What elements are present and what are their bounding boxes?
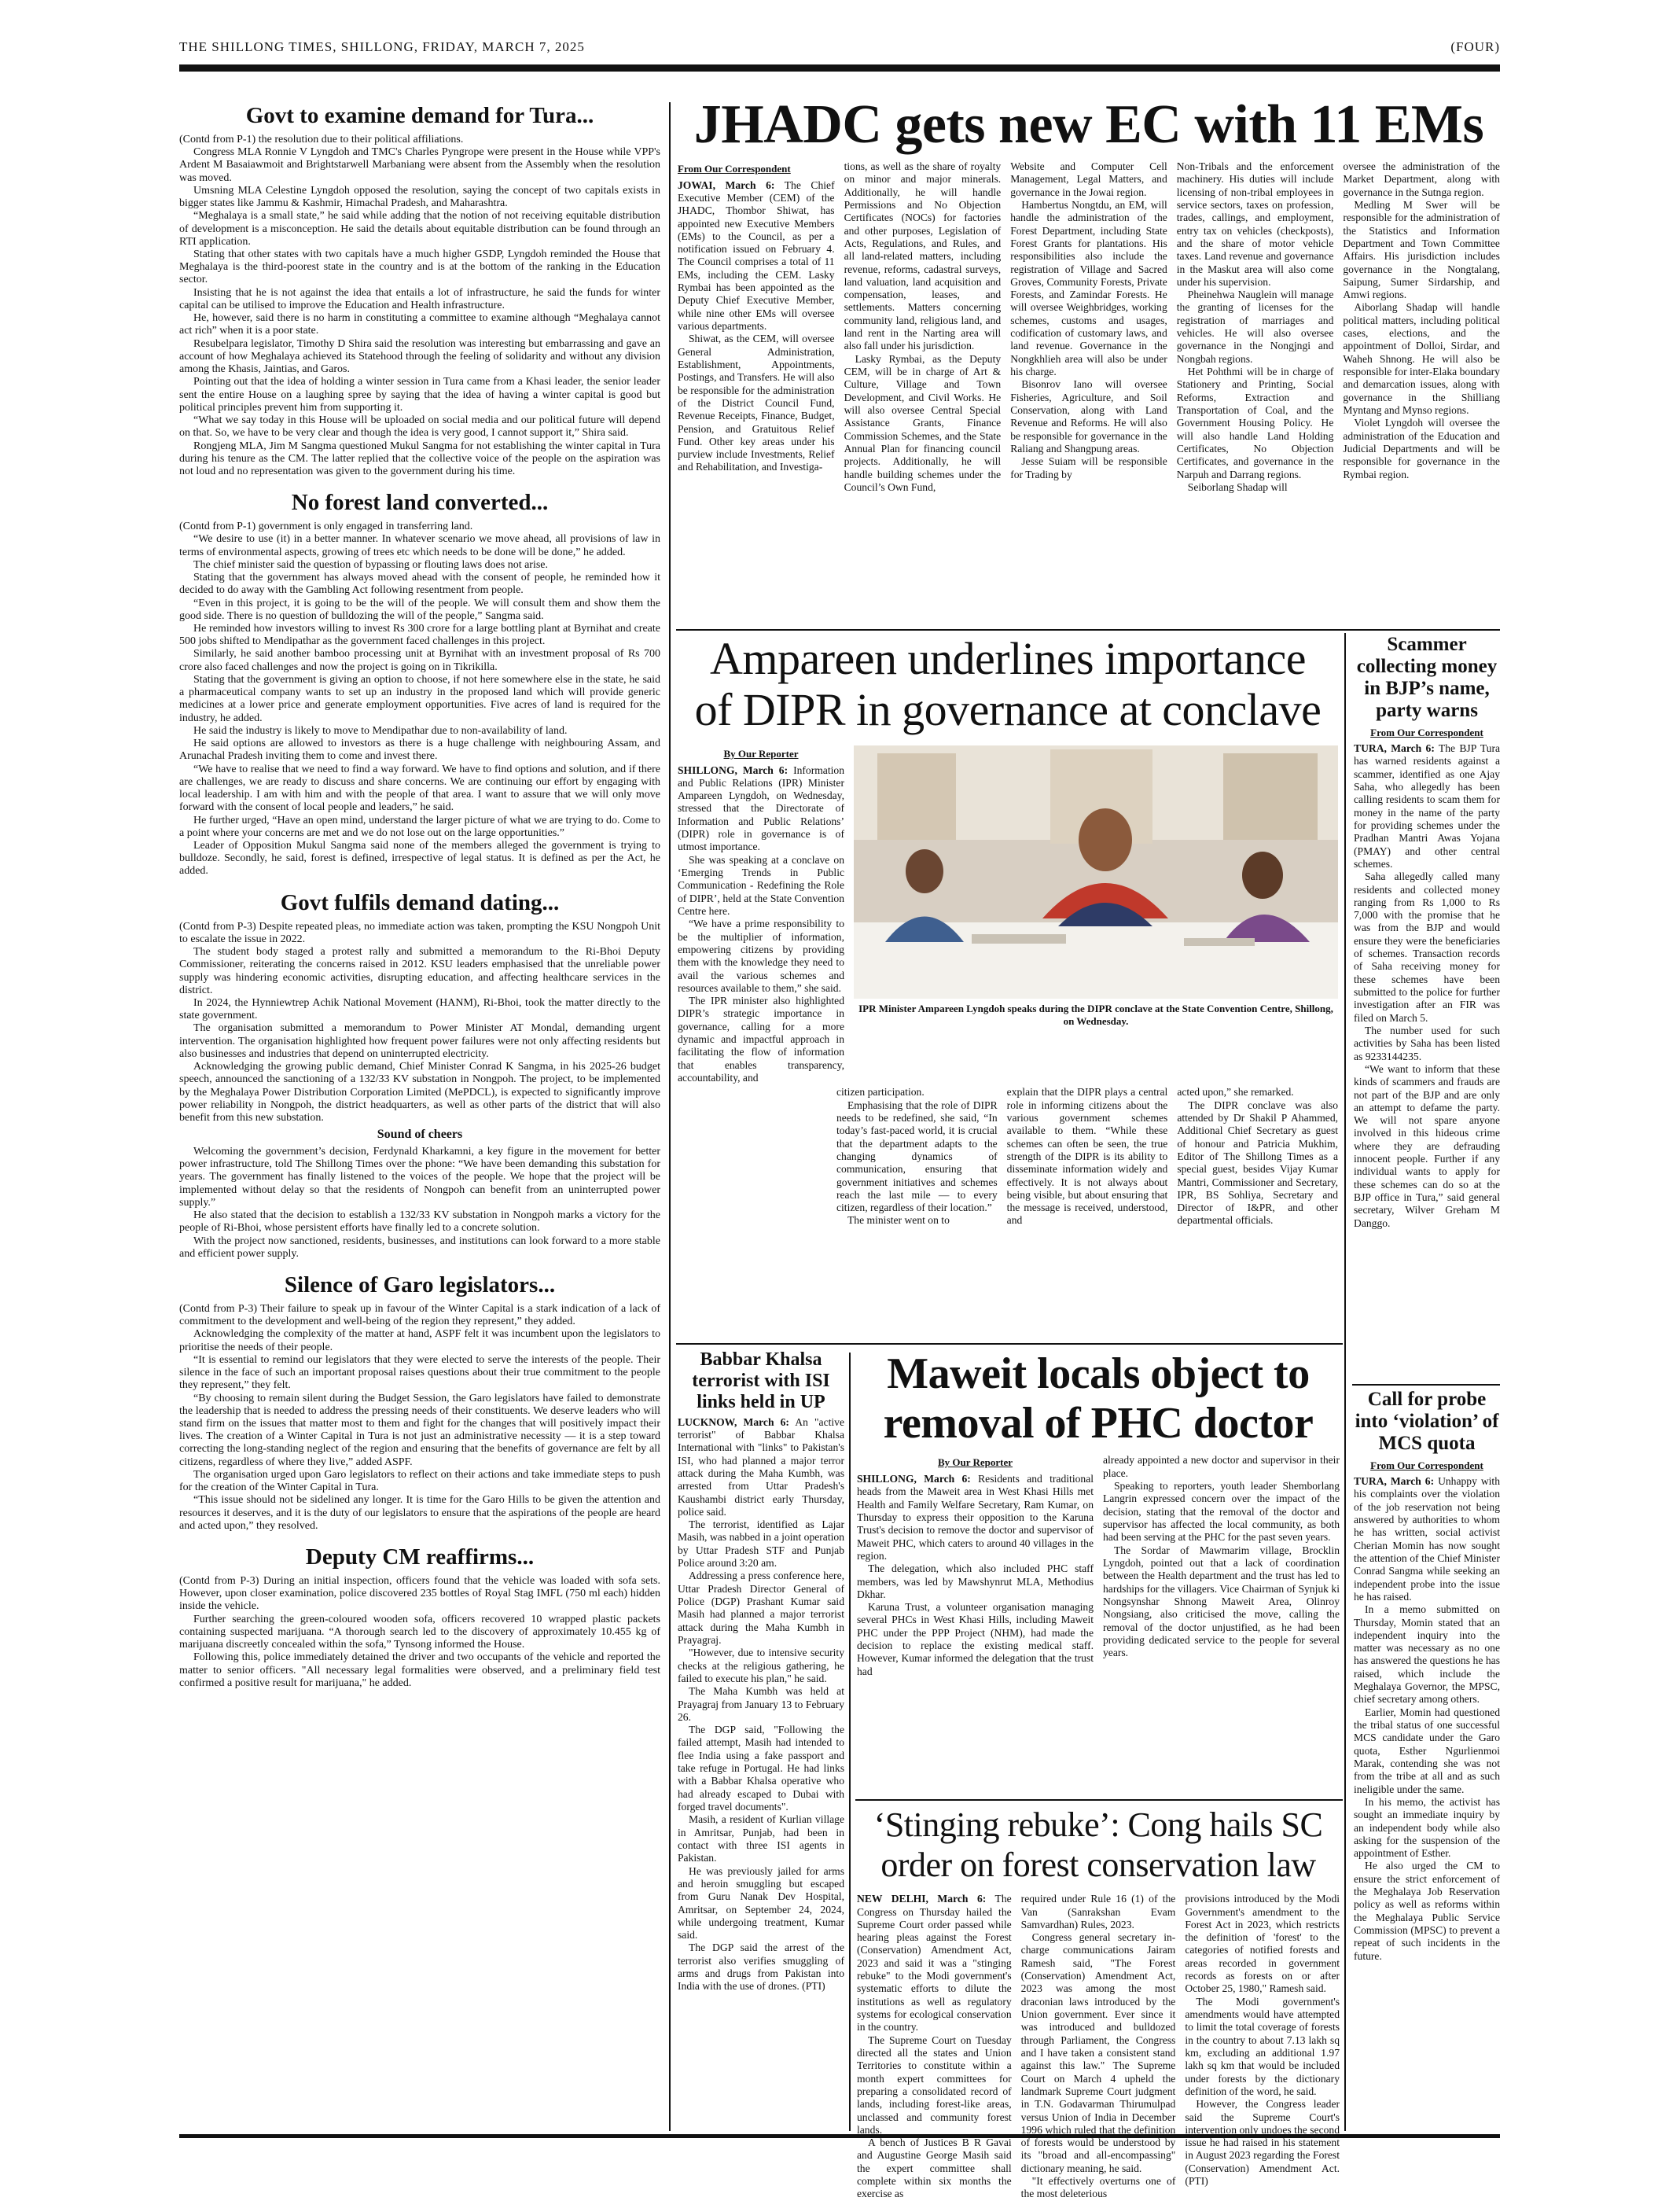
paragraph-text: An "active terrorist" of Babbar Khalsa International with "links" to Pakistan's ISI, who had planned a major terror attack during the Maha Kumbh, was arrested from Uttar Pradesh's Kaushambi district early Thursday, police said.: [678, 1415, 844, 1518]
forest-headline: No forest land converted...: [291, 490, 549, 516]
paragraph: Resubelpara legislator, Timothy D Shira said the resolution was interesting but embarrassing and gave an account of how Meghalaya achieved its Statehood through the feeling of solidarity and without any division among the Khasis, Jaintias, and Garos.: [179, 337, 660, 376]
paragraph: He also urged the CM to ensure the strict enforcement of the Meghalaya Job Reservation policy as well as reforms within the Meghalaya Public Service Commission (MPSC) to prevent a repeat of such incidents in the future.: [1354, 1860, 1500, 1962]
dipr-lead-col: [678, 745, 844, 1084]
paragraph: Insisting that he is not against the idea that entails a lot of infrastructure, he said the funds for winter capital can be utilised to improve the Education and Health infrastructure.: [179, 286, 660, 311]
paragraph: She was speaking at a conclave on ‘Emerging Trends in Public Communication - Redefining the Role of DIPR’, held at the State Convention Centre here.: [678, 853, 844, 917]
babbar-dateline: LUCKNOW, March 6:: [678, 1415, 789, 1428]
paragraph: Congress general secretary in-charge communications Jairam Ramesh said, "The Forest (Conservation) Amendment Act, 2023 was among the most draconian laws introduced by the Union government. Ever since it was introduced and bulldozed through Parliament, the Congress and I have taken a consistent stand against this law." The Supreme Court on March 4 upheld the landmark Supreme Court judgment in T.N. Godavarman Thirumulpad versus Union of India in December 1996 which ruled that the definition of forests would be understood by its "broad and all-encompassing" dictionary meaning, he said.: [1020, 1931, 1176, 2174]
mcs-body: [1354, 1475, 1500, 1963]
conclave-photo: [854, 745, 1338, 999]
maweit-headline: Maweit locals object to removal of PHC doctor: [883, 1349, 1314, 1448]
section-rule: [855, 1799, 1343, 1801]
paragraph: oversee the administration of the Market Department, along with governance in the Sutnga region.: [1343, 160, 1500, 198]
paragraph: Acknowledging the growing public demand, Chief Minister Conrad K Sangma, in his 2025-26 budget speech, announced the sanctioning of a 132/33 KV substation in Nongpoh. The project, to be implemented by the Meghalaya Power Distribution Corporation Limited (MePDCL), is expected to significantly improve power reliability in Nongpoh, the district headquarters, as well as other parts of the district that will also benefit from this new substation.: [179, 1061, 660, 1124]
paragraph: The Modi government's amendments would have attempted to limit the total coverage of forests in the country to about 7.13 lakh sq km, excluding an additional 1.97 lakh sq km that would be included under forests by the dictionary definition of the word, he said.: [1185, 1995, 1340, 2097]
paragraph: (Contd from P-1) government is only engaged in transferring land.: [179, 521, 473, 533]
paragraph: The DGP said the arrest of the terrorist also verifies smuggling of arms and drugs from Pakistan into India with the use of drones. (PTI): [678, 1942, 844, 1993]
paragraph: Rongjeng MLA, Jim M Sangma questioned Mukul Sangma for not establishing the winter capital in Tura during his tenure as the CM. The latter replied that the collective voice of the people on the aspiration was not loud and no representation was given to the government during his time.: [179, 440, 660, 477]
sc-dateline: NEW DELHI, March 6:: [857, 1893, 987, 1905]
scammer-headline: Scammer collecting money in BJP’s name, party warns: [1356, 634, 1498, 721]
deputy-headline: Deputy CM reaffirms...: [305, 1544, 535, 1570]
paragraph: The Sordar of Mawmarim village, Brocklin Lyngdoh, pointed out that a lack of coordination between the Health department and the trust has led to hardships for the villagers. Vice Chairman of Synjuk ki Nongsynshar Shnong Maweit Area, Olinroy Nongsiang, also criticised the move, calling the removal of the doctor unjustified, as he had been providing dedicated service to the people for several years.: [1103, 1544, 1340, 1659]
paragraph: [678, 179, 835, 333]
left-continuations-column: [179, 99, 660, 2132]
dating-subhead: Sound of cheers: [377, 1128, 463, 1142]
paragraph: (Contd from P-1) the resolution due to their political affiliations.: [179, 133, 464, 145]
maweit-columns: [857, 1454, 1340, 1678]
paragraph: Umsning MLA Celestine Lyngdoh opposed the resolution, saying the concept of two capitals exists in bigger states like Jammu & Kashmir, Himachal Pradesh, and Maharashtra.: [179, 184, 660, 210]
paragraph-text: Residents and traditional heads from the Maweit area in West Khasi Hills met Health and Family Welfare Secretary, Ram Kumar, on Thursday to express their opposition to the Karuna Trust's decision to remove the doctor and supervisor of Maweit PHC, which caters to around 40 villages in the region.: [857, 1473, 1094, 1562]
photo-caption: IPR Minister Ampareen Lyngdoh speaks during the DIPR conclave at the State Convention Centre, Shillong, on Wednesday.: [858, 1002, 1333, 1027]
column-divider: [1344, 633, 1346, 2131]
maweit-byline: By Our Reporter: [937, 1456, 1013, 1469]
jhadc-columns: [678, 160, 1500, 494]
paragraph: Medling M Swer will be responsible for the administration of the Statistics and Information Department and Town Committee Affairs. His jurisdiction includes governance in the Nongtalang, Saipung, Sumer Sirdarship, and Amwi regions.: [1343, 198, 1500, 301]
paragraph: The DIPR conclave was also attended by Dr Shakil P Ahammed, Additional Chief Secretary as guest of honour and Patricia Mukhim, Editor of The Shillong Times as a special guest, besides Vijay Kumar Mantri, Commissioner and Secretary, IPR, BS Sohliya, Secretary and Director of I&PR, and other departmental officials.: [1177, 1099, 1339, 1227]
dipr-photo-block: [854, 745, 1338, 1084]
section-rule: [676, 1343, 1343, 1345]
maweit-story: [857, 1349, 1340, 1794]
section-rule: [676, 629, 1500, 631]
dipr-headline: Ampareen underlines importance of DIPR in governance at conclave: [694, 633, 1322, 735]
paragraph: The minister went on to: [847, 1214, 950, 1227]
paragraph: Karuna Trust, a volunteer organisation managing several PHCs in West Khasi Hills, including Maweit PHC under the PPP Project (NHM), had made the decision to replace the existing medical staff. However, Kumar informed the delegation that the trust had: [857, 1601, 1094, 1677]
tura-headline: Govt to examine demand for Tura...: [245, 103, 594, 128]
paragraph: The DGP said, "Following the failed attempt, Masih had intended to flee India using a fake passport and take refuge in Portugal. He had links with a Babbar Khalsa operative who had already escaped to Dubai with forged travel documents".: [678, 1724, 844, 1813]
dipr-col-3: [1177, 1086, 1338, 1227]
dipr-story: [678, 634, 1338, 1338]
paragraph: He reminded how investors willing to invest Rs 300 crore for a large bottling plant at Byrnihat and create 500 jobs shifted to Mendipathar as the government faced challenges in this project.: [179, 622, 660, 648]
paragraph: The Maha Kumbh was held at Prayagraj from January 13 to February 26.: [678, 1685, 844, 1723]
paragraph: provisions introduced by the Modi Government's amendment to the Forest Act in 2023, which restricts the definition of 'forest' to the categories of notified forests and areas recorded in government records as forests on or after October 25, 1980," Ramesh said.: [1185, 1893, 1340, 1995]
paragraph: [857, 1893, 1012, 2034]
paragraph: He was previously jailed for arms and heroin smuggling but escaped from Guru Nanak Dev Hospital, Amritsar, on September 24, 2024, while undergoing treatment, Kumar said.: [678, 1864, 844, 1942]
dipr-col-1: [836, 1086, 998, 1227]
paragraph: “We have a prime responsibility to be the multiplier of information, empowering citizens by providing them with the knowledge they need to avail the various schemes and resources available to them,” she said.: [678, 918, 844, 994]
babbar-headline: Babbar Khalsa terrorist with ISI links held in UP: [692, 1349, 830, 1412]
paragraph: [1354, 742, 1500, 870]
page-number: (FOUR): [1450, 39, 1500, 54]
paragraph: Welcoming the government’s decision, Ferdynald Kharkamni, a key figure in the movement for better power infrastructure, told The Shillong Times over the phone: “We have been demanding this substation for years. The government has finally listened to the voices of the people. We hope that the project will be implemented without delay so that the residents of Nongpoh can benefit from an uninterrupted power supply.”: [179, 1145, 660, 1209]
babbar-story: [678, 1349, 844, 2132]
garo-headline: Silence of Garo legislators...: [284, 1272, 556, 1297]
tura-body: [179, 134, 660, 478]
paragraph: Earlier, Momin had questioned the tribal status of one successful MCS candidate under the Garo quota, Esther Ngurlienmoi Marak, contending she was not from the tribe at all and as such ineligible under the same.: [1354, 1706, 1500, 1795]
paragraph: [1354, 1475, 1500, 1603]
paragraph: (Contd from P-3) During an initial inspection, officers found that the vehicle was loaded with sofa sets. However, upon closer examination, police discovered 235 bottles of Royal Stag IMFL (750 ml each) hidden inside the vehicle.: [179, 1574, 660, 1613]
paragraph: “We have to realise that we need to find a way forward. We have to find options and solution, and if there are challenges, we are ready to discuss and share concerns. We are continuing our effort by engaging with local leadership. I am with him and with the people of that area. I want to assure that we will only move forward with the consent of local people and leaders,” he said.: [179, 763, 660, 814]
paragraph: Het Pohthmi will be in charge of Stationery and Printing, Social Reforms, Extraction and Transportation of Coal, and the Government Housing Policy. He will also handle Land Holding Certificates, No Objection Certificates, and governance in the Narpuh and Darrang regions.: [1176, 366, 1334, 480]
paragraph: Saha allegedly called many residents and collected money ranging from Rs 1,000 to Rs 7,000 with the promise that he was from the BJP and would ensure they were the beneficiaries of schemes. Transaction records of Saha receiving money for these schemes have been submitted to the police for further investigation after an FIR was filed on March 5.: [1354, 870, 1500, 1024]
dating-headline: Govt fulfils demand dating...: [280, 889, 560, 915]
paragraph: “Meghalaya is a small state,” he said while adding that the notion of not receiving equitable distribution of development is a misconception. He said the details about equitable distribution can be found through an RTI application.: [179, 210, 660, 248]
paragraph: Emphasising that the role of DIPR needs to be redefined, she said, “In today’s fast-paced world, it is crucial that the department adapts to the changing dynamics of communication, ensuring that government initiatives and schemes reach the last mile — to every citizen, regardless of their location.”: [836, 1099, 998, 1214]
deputy-body: [179, 1575, 660, 1690]
paragraph: In a memo submitted on Thursday, Momin stated that an independent inquiry into the matter was necessary as no one has answered the questions he has raised, which include the Meghalaya Governor, the MPSC, chief secretary among others.: [1354, 1603, 1500, 1706]
sc-col-1: [857, 1893, 1012, 2201]
paragraph: Violet Lyngdoh will oversee the administration of the Education and Judicial Departments and will be responsible for governance in the Rymbai region.: [1343, 417, 1500, 480]
paragraph-text: The Congress on Thursday hailed the Supreme Court order passed while hearing pleas against the Forest (Conservation) Amendment Act, 2023 and said it was a "stinging rebuke" to the Modi government's systematic efforts to dilute the institutions as well as regulatory systems for ecological conservation in the country.: [857, 1893, 1012, 2034]
maweit-col-2: [1103, 1454, 1340, 1659]
paragraph: The delegation, which also included PHC staff members, was led by Mawshynrut MLA, Methodius Dkhar.: [857, 1562, 1094, 1600]
paragraph: In his memo, the activist has sought an immediate inquiry by an independent body while also asking for the suspension of the appointment of Esther.: [1354, 1795, 1500, 1860]
jhadc-col-5: [1343, 160, 1500, 481]
jhadc-col-2: [844, 160, 1002, 494]
paragraph: Lasky Rymbai, as the Deputy CEM, will be in charge of Art & Culture, Village and Town Development, and Civil Works. He will also oversee Central Special Assistance Grants, Finance Commission Schemes, and the State Annual Plan for financing council projects. Additionally, he will handle building schemes under the Council’s Own Fund,: [844, 352, 1002, 493]
paragraph: [857, 1473, 1094, 1562]
paragraph: Pointing out that the idea of holding a winter session in Tura came from a Khasi leader, the senior leader sent the entire House on a laughing spree by saying that the idea of having a winter capital is good but political principles prevent him from supporting it.: [179, 376, 660, 414]
mcs-story: [1354, 1389, 1500, 2132]
paragraph: Aiborlang Shadap will handle political matters, including political cases, elections, and the appointment of Dolloi, Sirdar, and Waheh Shnong. He will also be responsible for inter-Elaka boundary and demarcation issues, along with governance in the Shilliang Myntang and Mynso regions.: [1343, 301, 1500, 416]
paragraph: He, however, said there is no harm in constituting a committee to examine although “Meghalaya cannot act rich” when it is a poor state.: [179, 312, 660, 337]
paragraph: (Contd from P-3) Their failure to speak up in favour of the Winter Capital is a stark indication of a lack of commitment to the development and well-being of the region they represent,” they added.: [179, 1302, 660, 1328]
paragraph: Website and Computer Cell Management, Legal Matters, and governance in the Jowai region.: [1010, 160, 1167, 198]
scammer-story: [1354, 634, 1500, 1379]
dating-body: [179, 921, 660, 1261]
paragraph: Stating that other states with two capitals have a much higher GSDP, Lyngdoh reminded the House that Meghalaya is the third-poorest state in the country and is at the bottom of the ranking in the Education sector.: [179, 248, 660, 286]
dipr-col-2: [1007, 1086, 1168, 1227]
paragraph: acted upon,” she remarked.: [1177, 1086, 1294, 1099]
jhadc-col-1: [678, 160, 835, 474]
paragraph-text: The Chief Executive Member (CEM) of the JHADC, Thombor Shiwat, has appointed new Executive Members (EMs) to the Council, as per a notification issued on February 4. The Council comprises a total of 11 EMs, including the CEM. Lasky Rymbai has been appointed as the Deputy Chief Executive Member, while nine other EMs will oversee various departments.: [678, 179, 835, 333]
scammer-dateline: TURA, March 6:: [1354, 742, 1435, 755]
paragraph: Non-Tribals and the enforcement machinery. His duties will include licensing of non-tribal employees in service sectors, taxes on profession, trades, callings, and employment, entry tax on vehicles (checkposts), and the share of motor vehicle taxes. Land revenue and governance in the Maskut area will also come under his supervision.: [1176, 160, 1334, 288]
section-rule: [1352, 1384, 1500, 1386]
paragraph: The Supreme Court on Tuesday directed all the states and Union Territories to constitute within a month expert committees for preparing a consolidated record of lands, including forest-like areas, unclassed and community forest lands.: [857, 2034, 1012, 2136]
paragraph-text: The BJP Tura has warned residents against a scammer, identified as one Ajay Saha, who allegedly has been calling residents to scam them for money in the name of the party for providing schemes under the Pradhan Mantri Awas Yojana (PMAY) and other central schemes.: [1354, 742, 1501, 870]
paragraph: already appointed a new doctor and supervisor in their place.: [1103, 1454, 1340, 1479]
paragraph: Hambertus Nongtdu, an EM, will handle the administration of the Forest Department, including State Forest Grants for plantations. His responsibilities also include the registration of Village and Sacred Groves, Community Forests, Private Forests, and Zamindar Forests. He will oversee Weighbridges, working schemes, customs and usages, codification of customary laws, and land revenue. Governance in the Nongkhlieh area will also be under his charge.: [1010, 198, 1167, 377]
jhadc-dateline: JOWAI, March 6:: [678, 179, 775, 191]
column-divider: [849, 1353, 851, 2131]
paragraph: The organisation urged upon Garo legislators to reflect on their actions and take immediate steps to push for the creation of the Winter Capital in Tura.: [179, 1468, 660, 1494]
paragraph: Speaking to reporters, youth leader Shemborlang Langrin expressed concern over the impact of the decision, stating that the removal of the doctor and supervisor has affected the local community, as both had been serving at the PHC for the past seven years.: [1103, 1480, 1340, 1544]
mcs-dateline: TURA, March 6:: [1354, 1475, 1435, 1488]
paragraph: Masih, a resident of Kurlian village in Amritsar, Punjab, had been in contact with three ISI agents in Pakistan.: [678, 1813, 844, 1864]
jhadc-col-3: [1010, 160, 1167, 481]
mcs-headline: Call for probe into ‘violation’ of MCS quota: [1355, 1389, 1499, 1454]
paragraph: “This issue should not be sidelined any longer. It is time for the Garo Hills to be given the attention and resources it deserves, and it is the duty of our legislators to ensure that the aspirations of the people are heard and acted upon,” they resolved.: [179, 1494, 660, 1532]
babbar-body: [678, 1416, 844, 1993]
paragraph: Congress MLA Ronnie V Lyngdoh and TMC's Charles Pyngrope were present in the House while VPP's Ardent M Basaiawmoit and Brightstarwell Marbaniang were absent from the Assembly when the resolution was moved.: [179, 146, 660, 184]
jhadc-byline: From Our Correspondent: [678, 163, 791, 175]
masthead-line: THE SHILLONG TIMES, SHILLONG, FRIDAY, MARCH 7, 2025: [179, 39, 585, 54]
paragraph: “What we say today in this House will be uploaded on social media and our political future will depend on that. So, we have to be very clear and though the idea is very good, I cannot support it,” Shira said.: [179, 414, 660, 440]
paragraph: Addressing a press conference here, Uttar Pradesh Director General of Police (DGP) Prashant Kumar said Masih had planned a major terrorist attack during the Maha Kumbh in Prayagraj.: [678, 1570, 844, 1646]
sc-headline: ‘Stinging rebuke’: Cong hails SC order on forest conservation law: [873, 1805, 1323, 1884]
dipr-columns: [678, 1086, 1338, 1227]
paragraph: He also stated that the decision to establish a 132/33 KV substation in Nongpoh marks a victory for the people of Ri-Bhoi, whose persistent efforts have finally led to a concrete solution.: [179, 1209, 660, 1235]
paragraph-text: Unhappy with his complaints over the violation of the job reservation not being answered by authorities to whom he has written, social activist Cherian Momin has now sought the attention of the Chief Minister Conrad Sangma while seeking an independent probe into the issue he has raised.: [1354, 1475, 1500, 1603]
paragraph: "However, due to intensive security checks at the religious gathering, he failed to execute his plan," he said.: [678, 1647, 844, 1684]
dipr-dateline: SHILLONG, March 6:: [678, 764, 789, 776]
paragraph: Bisonrov Iano will oversee Fisheries, Agriculture, and Soil Conservation, along with Land Revenue and Reforms. He will also be responsible for governance in the Raliang and Shangpung areas.: [1010, 378, 1167, 455]
paragraph: “By choosing to remain silent during the Budget Session, the Garo legislators have failed to demonstrate the leadership that is needed to address the pressing needs of their constituents. We deserve leaders who will stand firm on the issues that matter most to them and fight for the changes that will positively impact their lives. The creation of a Winter Capital in Tura is not just an administrative necessity — it is a step toward correcting the long-standing neglect of the region and ensuring that the benefits of governance are felt by all citizens, regardless of where they live,” added ASPF.: [179, 1392, 660, 1468]
dipr-byline: By Our Reporter: [723, 747, 799, 760]
paragraph-text: Information and Public Relations (IPR) Minister Ampareen Lyngdoh, on Wednesday, stressed that the Directorate of Information and Public Relations’ (DIPR) role in governance is of utmost importance.: [678, 764, 844, 853]
paragraph: A bench of Justices B R Gavai and Augustine George Masih said the expert committee shall complete within six months the exercise as: [857, 2137, 1012, 2200]
jhadc-col-4: [1177, 160, 1334, 494]
scammer-body: [1354, 742, 1500, 1230]
paragraph: Leader of Opposition Mukul Sangma said none of the members alleged the government is trying to bulldoze. Secondly, he said, forest is defined, irrespective of legal status. It is defined as per the Act, he added.: [179, 839, 660, 878]
forest-body: [179, 521, 660, 878]
sc-story: [857, 1805, 1340, 2200]
mcs-byline: From Our Correspondent: [1370, 1459, 1483, 1471]
sc-col-3: [1185, 1893, 1340, 2188]
paragraph: Pheinehwa Nauglein will manage the granting of licenses for the registration of marriages and vehicles. He will also oversee governance in the Nongjngi and Nongbah regions.: [1176, 289, 1334, 365]
paragraph: Seiborlang Shadap will: [1187, 480, 1288, 493]
scammer-byline: From Our Correspondent: [1370, 727, 1483, 738]
paragraph: explain that the DIPR plays a central role in informing citizens about the various government schemes available to them. “While these schemes can often be seen, the true strength of the DIPR is its ability to disseminate information widely and effectively. It is not always about being visible, but about ensuring that the message is received, understood, and: [1006, 1086, 1168, 1227]
paragraph: With the project now sanctioned, residents, businesses, and institutions can look forward to a more stable and efficient power supply.: [179, 1235, 660, 1260]
paragraph: Acknowledging the complexity of the matter at hand, ASPF felt it was incumbent upon the legislators to prioritise the needs of their people.: [179, 1328, 660, 1353]
jhadc-story: [678, 94, 1500, 626]
paragraph: “It is essential to remind our legislators that they were elected to serve the interests of the people. Their silence in the face of such an important proposal raises questions about their true commitment to the people they represent,” they felt.: [179, 1353, 660, 1392]
paragraph: tions, as well as the share of royalty on minor and major minerals. Additionally, he will handle Permissions and No Objection Certificates (NOCs) for factories and other purposes, Legislation of Acts, Regulations, and Rules, and all land-related matters, including revenue, reforms, cadastral surveys, land valuation, land acquisition and compensation, leases, and settlements. Matters concerning community land, religious land, and land rent in the Narting area will also fall under his jurisdiction.: [844, 160, 1002, 352]
paragraph: The organisation submitted a memorandum to Power Minister AT Mondal, demanding urgent intervention. The organisation highlighted how frequent power failures were not only affecting residents but also businesses and industries that depend on uninterrupted electricity.: [179, 1022, 660, 1060]
paragraph: However, the Congress leader said the Supreme Court's intervention only undoes the second issue he had raised in his statement in August 2023 regarding the Forest (Conservation) Amendment Act. (PTI): [1185, 2098, 1340, 2188]
maweit-dateline: SHILLONG, March 6:: [857, 1473, 971, 1485]
column-divider: [669, 102, 671, 2131]
paragraph: He further urged, “Have an open mind, understand the larger picture of what we are trying to do. Come to a point where your concerns are met and we do not lose out on the large opportunities.”: [179, 814, 660, 839]
paragraph: The student body staged a protest rally and submitted a memorandum to the Ri-Bhoi Deputy Commissioner, reiterating the concerns raised in 2012. KSU leaders emphasised that the unreliable power supply was hindering economic activities, disrupting education, and affecting healthcare services in the district.: [179, 946, 660, 996]
sc-col-2: [1021, 1893, 1176, 2201]
paragraph: Shiwat, as the CEM, will oversee General Administration, Establishment, Appointments, Postings, and Transfers. He will also be responsible for the administration of the District Council Fund, Revenue Receipts, Finance, Budget, Pension, and Gratuitous Relief Fund. Other key areas under his purview include Investments, Relief and Rehabilitation, and Investiga-: [678, 333, 835, 473]
paragraph: He said options are allowed to investors as there is a huge challenge with neighbouring Assam, and Arunachal Pradesh inviting them to come and invest there.: [179, 738, 660, 763]
paragraph: citizen participation.: [836, 1086, 925, 1099]
paragraph: (Contd from P-3) Despite repeated pleas, no immediate action was taken, prompting the KSU Nongpoh Unit to escalate the issue in 2022.: [179, 920, 660, 945]
garo-body: [179, 1303, 660, 1533]
paragraph: "It effectively overturns one of the most deleterious: [1020, 2175, 1176, 2200]
paragraph: Similarly, he said another bamboo processing unit at Byrnihat with an investment proposal of Rs 700 crore also faced challenges and now the project is going on in Tikrikilla.: [179, 648, 660, 673]
paragraph: required under Rule 16 (1) of the Van (Sanrakshan Evam Samvardhan) Rules, 2023.: [1020, 1893, 1176, 1930]
paragraph: “Even in this project, it is going to be the will of the people. We will consult them and show them the good side. There is no question of bulldozing the will of the people,” Sangma said.: [179, 597, 660, 622]
paragraph: Stating that the government is giving an option to choose, if not here somewhere else in the state, he said a pharmaceutical company wants to set up an industry in the proposed land which will provide generic medicines at a lower price and generate employment opportunities. Five acres of land is required for the industry, he added.: [179, 673, 660, 724]
paragraph: Jesse Suiam will be responsible for Trading by: [1010, 455, 1167, 480]
paragraph: “We want to inform that these kinds of scammers and frauds are not part of the BJP and are only an attempt to defame the party. We will not spare anyone involved in this hideous crime where they are defrauding innocent people. Further if any individual wants to apply for these schemes can do so at the BJP office in Tura,” said general secretary, Wilver Greham M Danggo.: [1354, 1062, 1500, 1229]
dipr-upper: [678, 745, 1338, 1084]
paragraph: The IPR minister also highlighted DIPR’s strategic importance in governance, calling for a more dynamic and impactful approach in facilitating the flow of information that enables transparency, accountability, and: [678, 995, 844, 1084]
paragraph: He said the industry is likely to move to Mendipathar due to non-availability of land.: [193, 724, 568, 737]
paragraph: [678, 1416, 844, 1519]
paragraph: The number used for such activities by Saha has been listed as 9233144235.: [1354, 1024, 1500, 1062]
maweit-col-1: [857, 1454, 1094, 1678]
paragraph: Further searching the green-coloured wooden sofa, officers recovered 10 wrapped plastic packets containing suspected marijuana. “A thorough search led to the discovery of approximately 10.455 kg of marijuana discreetly concealed within the sofa,” Tynsong informed the House.: [179, 1613, 660, 1651]
paragraph: “We desire to use (it) in a better manner. In whatever scenario we move ahead, all provisions of law in terms of environmental aspects, growing of trees etc which needs to be done will be done,” he added.: [179, 533, 660, 558]
paragraph: The chief minister said the question of bypassing or flouting laws does not arise.: [193, 558, 549, 571]
header-rule: [179, 64, 1500, 72]
jhadc-headline: JHADC gets new EC with 11 EMs: [693, 94, 1484, 155]
paragraph: The terrorist, identified as Lajar Masih, was nabbed in a joint operation by Uttar Pradesh STF and Punjab Police around 3:20 am.: [678, 1518, 844, 1570]
paragraph: Following this, police immediately detained the driver and two occupants of the vehicle and reported the matter to senior officers. "All necessary legal formalities were observed, and a preliminary field test confirmed a positive result for marijuana," he added.: [179, 1651, 660, 1689]
paragraph: In 2024, the Hynniewtrep Achik National Movement (HANM), Ri-Bhoi, took the matter directly to the state government.: [179, 996, 660, 1022]
sc-columns: [857, 1893, 1340, 2201]
paragraph: Stating that the government has always moved ahead with the consent of people, he reminded how it decided to do away with the Gambling Act following resentment from people.: [179, 572, 660, 597]
paragraph: [678, 764, 844, 854]
